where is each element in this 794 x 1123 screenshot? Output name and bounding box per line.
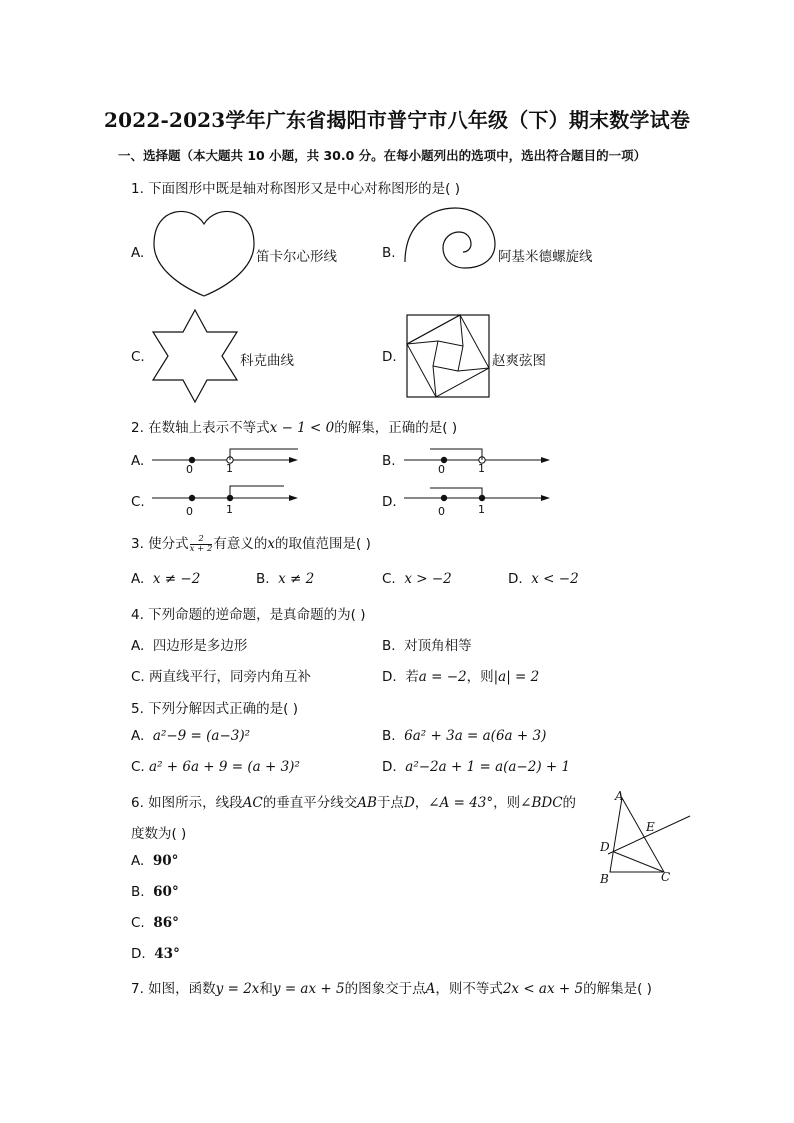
q3-option-b[interactable] <box>256 571 314 587</box>
q7-ineq: 2x < ax + 5 <box>502 981 584 997</box>
q6-a-letter: A. <box>131 853 145 869</box>
q4-option-a[interactable] <box>131 634 247 654</box>
q3-d-expr: x < −2 <box>531 571 579 587</box>
q6-c-letter: C. <box>131 915 145 931</box>
q4-d-letter: D. <box>382 669 397 685</box>
q4-d-mid: ，则 <box>466 669 494 685</box>
q3-option-d[interactable] <box>508 571 579 587</box>
q3-c-expr: x > −2 <box>404 571 452 587</box>
number-line-b <box>402 445 552 477</box>
q4-c-letter: C. <box>131 669 145 685</box>
q3-a-letter: A. <box>131 571 145 587</box>
q3-b-expr: x ≠ 2 <box>278 571 315 587</box>
q3-option-a[interactable] <box>131 571 200 587</box>
q6-d-value: 43° <box>154 946 180 962</box>
q3-a-expr: x ≠ −2 <box>152 571 201 587</box>
q7-p1: 7. 如图，函数 <box>131 981 216 997</box>
question-3-text <box>131 532 371 554</box>
q6-option-b[interactable] <box>131 884 179 900</box>
question-1-text: 1. 下面图形中既是轴对称图形又是中心对称图形的是( ) <box>131 181 460 197</box>
q1-option-b-label: 阿基米德螺旋线 <box>498 249 593 265</box>
question-5-text: 5. 下列分解因式正确的是( ) <box>131 701 298 717</box>
q3-fraction-numerator: 2 <box>190 535 213 545</box>
spiral-icon <box>403 206 497 266</box>
q5-b-letter: B. <box>382 728 396 744</box>
q4-a-letter: A. <box>131 638 145 654</box>
q2-inequality: x − 1 < 0 <box>269 420 335 436</box>
q6-p2: 的垂直平分线交 <box>262 795 358 811</box>
q6-p5: ，则 <box>493 795 521 811</box>
q7-p2: 和 <box>259 981 273 997</box>
q5-c-letter: C. <box>131 759 145 775</box>
q2-b-one: 1 <box>478 462 485 475</box>
q6-option-c[interactable] <box>131 915 179 931</box>
q1-option-d-letter[interactable]: D. <box>382 349 397 365</box>
q2-prefix: 2. 在数轴上表示不等式 <box>131 420 270 436</box>
q7-p3: 的图象交于点 <box>344 981 426 997</box>
q5-d-letter: D. <box>382 759 397 775</box>
point-d-label: D <box>600 840 610 854</box>
q2-option-d-letter[interactable]: D. <box>382 494 397 510</box>
q3-variable: x <box>267 536 276 552</box>
q1-option-d-label: 赵爽弦图 <box>492 353 546 369</box>
q1-option-a-label: 笛卡尔心形线 <box>256 249 337 265</box>
q6-p6: 的 <box>562 795 577 811</box>
q4-d-expr2: |a| = 2 <box>493 669 540 685</box>
q1-option-b-letter[interactable]: B. <box>382 245 396 261</box>
q3-d-letter: D. <box>508 571 523 587</box>
koch-star-icon <box>150 308 240 404</box>
q5-d-expr: a²−2a + 1 = a(a−2) + 1 <box>405 759 571 775</box>
q5-a-expr: a²−9 = (a−3)² <box>152 728 251 744</box>
q3-suffix: 的取值范围是( ) <box>275 536 371 552</box>
q2-option-a-letter[interactable]: A. <box>131 453 145 469</box>
page-title: 2022-2023学年广东省揭阳市普宁市八年级（下）期末数学试卷 <box>103 108 691 132</box>
q1-option-c-letter[interactable]: C. <box>131 349 145 365</box>
q6-c-value: 86° <box>153 915 179 931</box>
question-6-text <box>131 791 576 811</box>
q2-c-zero: 0 <box>186 505 193 518</box>
number-line-c <box>150 482 300 516</box>
q6-a-value: 90° <box>152 853 179 869</box>
q3-fraction-denominator: x + 2 <box>189 543 213 554</box>
q5-option-d[interactable] <box>382 759 570 775</box>
q2-c-one: 1 <box>226 503 233 516</box>
question-6-line2: 度数为( ) <box>131 826 187 842</box>
q6-p3: 于点 <box>376 795 404 811</box>
q3-c-letter: C. <box>382 571 396 587</box>
q6-option-d[interactable] <box>131 946 180 962</box>
q6-angle-bdc: ∠BDC <box>520 795 563 811</box>
q7-p4: ，则不等式 <box>435 981 503 997</box>
q2-b-zero: 0 <box>438 463 445 476</box>
q2-option-b-letter[interactable]: B. <box>382 453 396 469</box>
q6-ab: AB <box>357 795 377 811</box>
q4-option-b[interactable] <box>382 634 472 654</box>
q6-d: D <box>403 795 415 811</box>
q6-b-letter: B. <box>131 884 145 900</box>
number-line-a <box>150 445 300 477</box>
q5-b-expr: 6a² + 3a = a(6a + 3) <box>404 728 547 744</box>
q4-b-text: 对顶角相等 <box>404 638 472 654</box>
q4-d-expr1: a = −2 <box>418 669 467 685</box>
q4-a-text: 四边形是多边形 <box>152 638 248 654</box>
q1-option-a-letter[interactable]: A. <box>131 245 145 261</box>
question-4-text: 4. 下列命题的逆命题，是真命题的为( ) <box>131 607 366 623</box>
q5-c-expr: a² + 6a + 9 = (a + 3)² <box>149 759 300 775</box>
q2-d-one: 1 <box>478 503 485 516</box>
point-a-label: A <box>615 789 624 803</box>
q4-option-d[interactable] <box>382 665 539 685</box>
q5-a-letter: A. <box>131 728 145 744</box>
q7-f2: y = ax + 5 <box>272 981 345 997</box>
number-line-d <box>402 482 552 516</box>
q2-a-zero: 0 <box>186 463 193 476</box>
q2-suffix: 的解集，正确的是( ) <box>334 420 458 436</box>
point-b-label: B <box>600 872 609 886</box>
q3-b-letter: B. <box>256 571 270 587</box>
q5-option-b[interactable] <box>382 728 546 744</box>
q5-option-c[interactable] <box>131 759 300 775</box>
q4-c-text: 两直线平行，同旁内角互补 <box>149 669 312 685</box>
question-7-text <box>131 977 652 997</box>
q3-option-c[interactable] <box>382 571 452 587</box>
section-heading: 一、选择题（本大题共 10 小题，共 30.0 分。在每小题列出的选项中，选出符合题目的一项） <box>118 148 647 163</box>
q7-f1: y = 2x <box>215 981 260 997</box>
q4-b-letter: B. <box>382 638 396 654</box>
question-2-text <box>131 416 457 436</box>
q6-p4: ， <box>414 795 429 811</box>
q7-a: A <box>425 981 436 997</box>
q2-option-c-letter[interactable]: C. <box>131 494 145 510</box>
point-e-label: E <box>646 820 655 834</box>
q4-option-c[interactable] <box>131 665 311 685</box>
q6-angle-a: ∠A = 43° <box>428 795 494 811</box>
q4-d-text: 若 <box>405 669 419 685</box>
q1-option-c-label: 科克曲线 <box>240 353 294 369</box>
q6-b-value: 60° <box>153 884 179 900</box>
q6-ac: AC <box>242 795 263 811</box>
cardioid-icon <box>152 206 256 300</box>
q6-option-a[interactable] <box>131 853 178 869</box>
q3-fraction <box>190 535 213 554</box>
q7-p5: 的解集是( ) <box>583 981 652 997</box>
q2-d-zero: 0 <box>438 505 445 518</box>
q5-option-a[interactable] <box>131 728 250 744</box>
point-c-label: C <box>661 870 671 884</box>
triangle-figure <box>594 788 694 888</box>
zhao-shuang-diagram-icon <box>406 314 490 398</box>
q3-middle: 有意义的 <box>213 536 268 552</box>
q3-prefix: 3. 使分式 <box>131 536 189 552</box>
q6-p1: 6. 如图所示，线段 <box>131 795 243 811</box>
q6-d-letter: D. <box>131 946 146 962</box>
q2-a-one: 1 <box>226 462 233 475</box>
